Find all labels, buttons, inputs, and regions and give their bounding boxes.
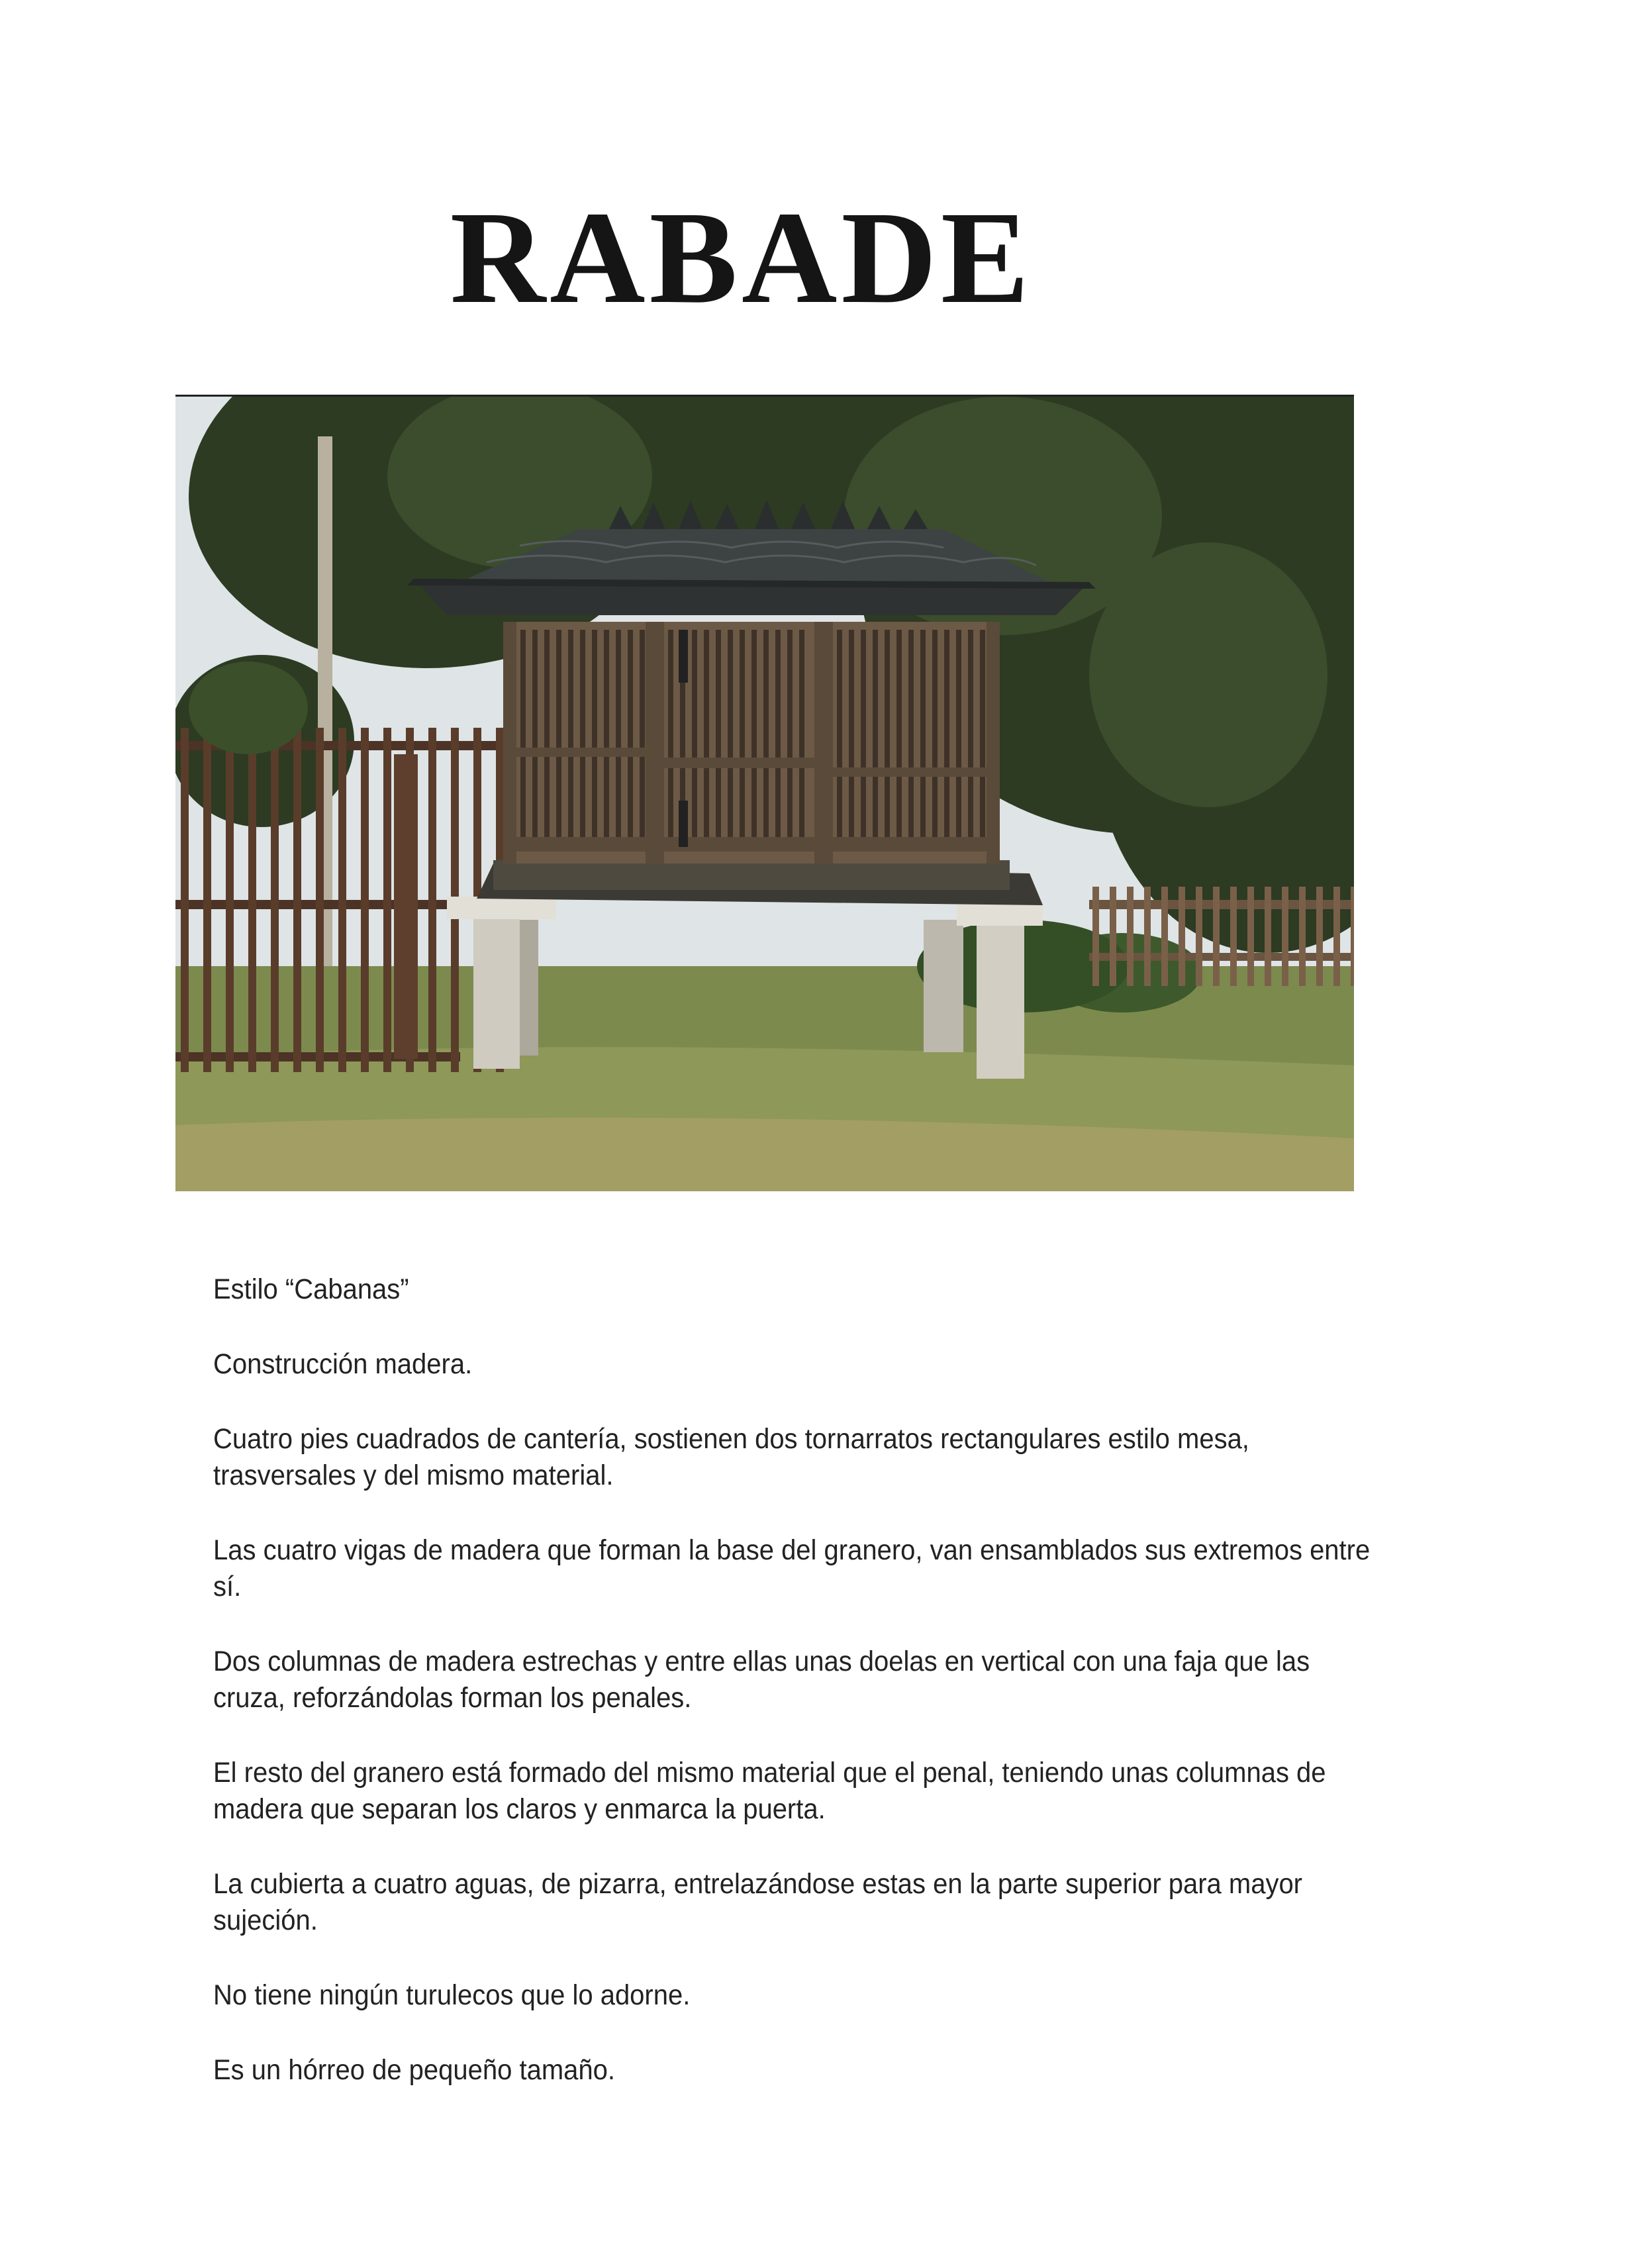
paragraph-roof: La cubierta a cuatro aguas, de pizarra, entrelazándose estas en la parte superior para mayor sujeción.	[213, 1868, 1303, 1936]
paragraph-beams: Las cuatro vigas de madera que forman la base del granero, van ensamblados sus extremos entre sí.	[213, 1534, 1371, 1602]
horreo-photo	[175, 395, 1354, 1191]
page-title: RABADE	[450, 185, 1034, 331]
paragraph-turulecos: No tiene ningún turulecos que lo adorne.	[213, 1979, 691, 2011]
paragraph-supports: Cuatro pies cuadrados de cantería, sostienen dos tornarratos rectangulares estilo mesa, trasversales y del mismo material.	[213, 1423, 1249, 1491]
paragraph-granary: El resto del granero está formado del mismo material que el penal, teniendo unas columnas de madera que separan los claros y enmarca la puerta.	[213, 1757, 1326, 1825]
paragraph-penales: Dos columnas de madera estrechas y entre ellas unas doelas en vertical con una faja que las cruza, reforzándolas forman los penales.	[213, 1646, 1310, 1714]
paragraph-style: Estilo “Cabanas”	[213, 1273, 409, 1305]
paragraph-size: Es un hórreo de pequeño tamaño.	[213, 2054, 615, 2086]
description	[213, 1271, 1383, 2127]
paragraph-construction: Construcción madera.	[213, 1348, 473, 1380]
